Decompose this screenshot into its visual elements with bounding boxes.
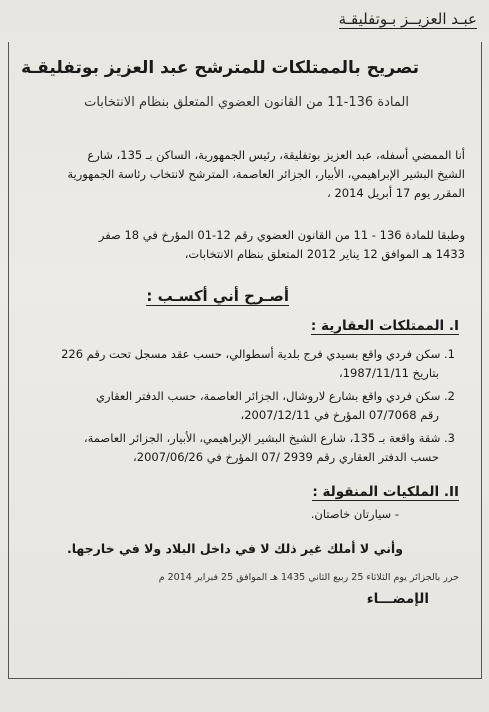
declaration-heading: أصـرح أني أكسـب : bbox=[146, 287, 289, 305]
property-item-cont: حسب الدفتر العقاري رقم 2939 /07 المؤرخ في 2007/06/26، bbox=[133, 450, 439, 464]
property-item-cont: بتاريخ 1987/11/11، bbox=[338, 366, 439, 380]
document-title: تصريح بالممتلكات للمترشح عبد العزيز بوتفليقـة bbox=[21, 58, 419, 78]
intro-line: أنا الممضي أسفله، عبد العزيز بوتفليقة، رئيس الجمهورية، الساكن بـ 135، شارع bbox=[87, 148, 465, 162]
dateline: حرر بالجزائر يوم الثلاثاء 25 ربيع الثاني 1435 هـ الموافق 25 فبراير 2014 م bbox=[158, 572, 459, 583]
intro-line: الشيخ البشير الإبراهيمي، الأبيار، الجزائر العاصمة، المترشح لانتخاب رئاسة الجمهورية bbox=[67, 167, 465, 181]
letterhead-name: عبـد العزيــز بـوتفليقـة bbox=[338, 10, 477, 28]
law-line: 1433 هـ الموافق 12 يناير 2012 المتعلق بنظام الانتخابات، bbox=[184, 247, 465, 261]
final-statement: وأني لا أملك غير ذلك لا في داخل البلاد ولا في خارجها. bbox=[66, 541, 403, 556]
property-item: 2. سكن فردي واقع بشارع لاروشال، الجزائر العاصمة، حسب الدفتر العقاري bbox=[96, 389, 455, 403]
law-line: وطبقا للمادة 136 - 11 من القانون العضوي رقم 12-01 المؤرخ في 18 صفر bbox=[98, 228, 465, 242]
property-item: 3. شقة واقعة بـ 135، شارع الشيخ البشير الإبراهيمي، الأبيار، الجزائر العاصمة، bbox=[83, 431, 455, 445]
signature-label: الإمضـــاء bbox=[366, 591, 429, 607]
property-item-cont: رقم 07/7068 المؤرخ في 2007/12/11، bbox=[240, 408, 439, 422]
intro-line: المقرر يوم 17 أبريل 2014 ، bbox=[327, 186, 465, 200]
document-subtitle: المادة 136-11 من القانون العضوي المتعلق بنظام الانتخابات bbox=[84, 95, 409, 110]
property-item: 1. سكن فردي واقع بسيدي فرج بلدية أسطوالي، حسب عقد مسجل تحت رقم 226 bbox=[61, 347, 455, 361]
section-heading-movables: II. الملكيات المنقولة : bbox=[312, 484, 459, 500]
section-heading-real-estate: I. الممتلكات العقارية : bbox=[310, 318, 459, 334]
movable-item: - سيارتان خاصتان. bbox=[310, 507, 399, 521]
